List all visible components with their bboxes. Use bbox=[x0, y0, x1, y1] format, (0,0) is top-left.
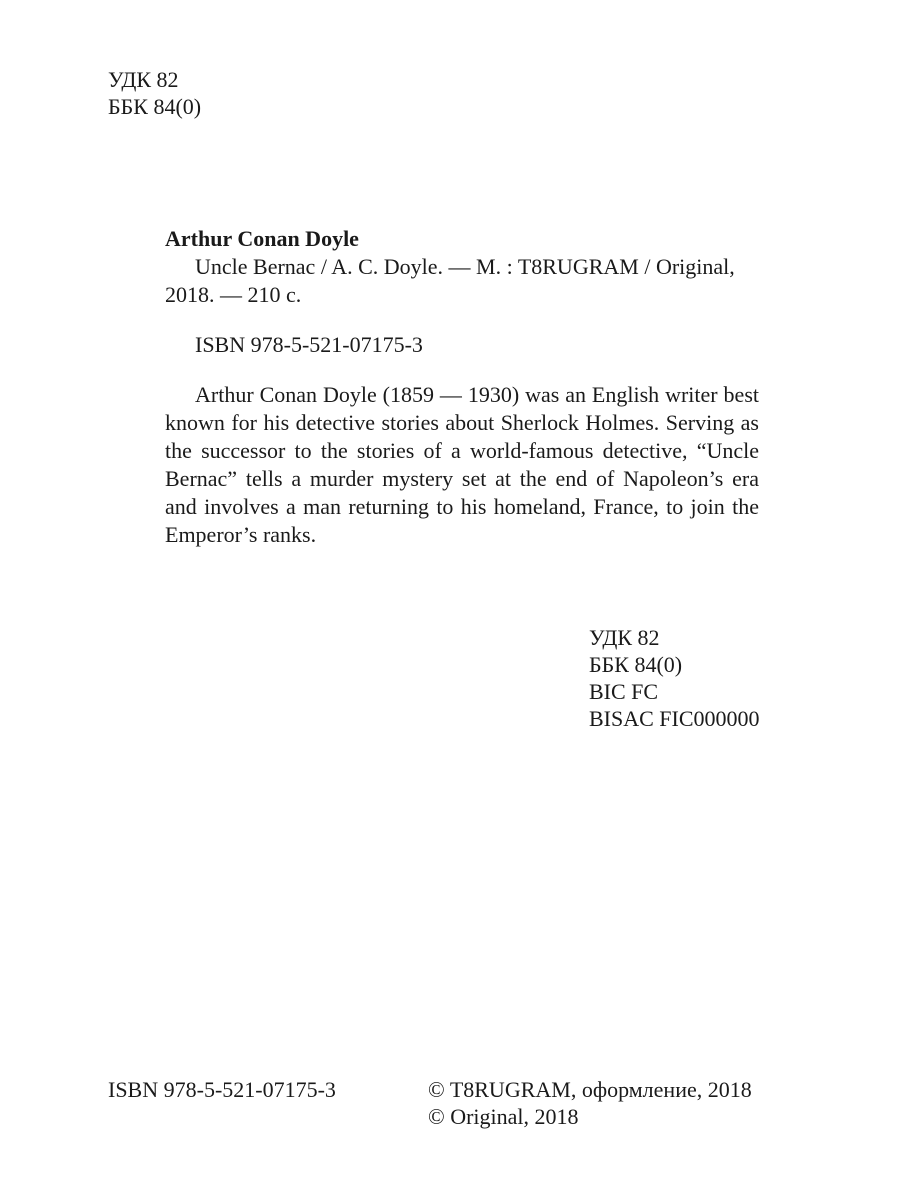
bibliographic-entry: Uncle Bernac / A. C. Doyle. — M. : T8RUGRAM / Original, bbox=[195, 254, 735, 279]
bbk-code: ББК 84(0) bbox=[589, 652, 683, 677]
udk-code: УДК 82 bbox=[589, 625, 660, 650]
top-classification-block bbox=[108, 66, 201, 120]
udk-code: УДК 82 bbox=[108, 67, 179, 92]
bibliographic-entry-continuation: 2018. — 210 c. bbox=[165, 282, 302, 307]
footer-isbn: ISBN 978-5-521-07175-3 bbox=[108, 1077, 336, 1102]
footer-copyright-block bbox=[428, 1076, 752, 1130]
bisac-code: BISAC FIC000000 bbox=[589, 706, 760, 731]
footer-isbn-block bbox=[108, 1076, 336, 1103]
copyright-line: © Original, 2018 bbox=[428, 1104, 579, 1129]
catalog-isbn: ISBN 978-5-521-07175-3 bbox=[195, 332, 423, 357]
bic-code: BIC FC bbox=[589, 679, 659, 704]
catalog-record bbox=[165, 225, 759, 549]
author-heading: Arthur Conan Doyle bbox=[165, 226, 359, 251]
bbk-code: ББК 84(0) bbox=[108, 94, 202, 119]
annotation-text: Arthur Conan Doyle (1859 — 1930) was an English writer best known for his detective stories about Sherlock Holmes. Serving as the successor to the stories of a world-famous detective, “Uncle Bernac” tells a murder mystery set at the end of Napoleon’s era and involves a man returning to his homeland, France, to join the Emperor’s ranks. bbox=[165, 382, 759, 547]
right-classification-block bbox=[589, 624, 760, 732]
copyright-line: © T8RUGRAM, оформление, 2018 bbox=[428, 1077, 752, 1102]
